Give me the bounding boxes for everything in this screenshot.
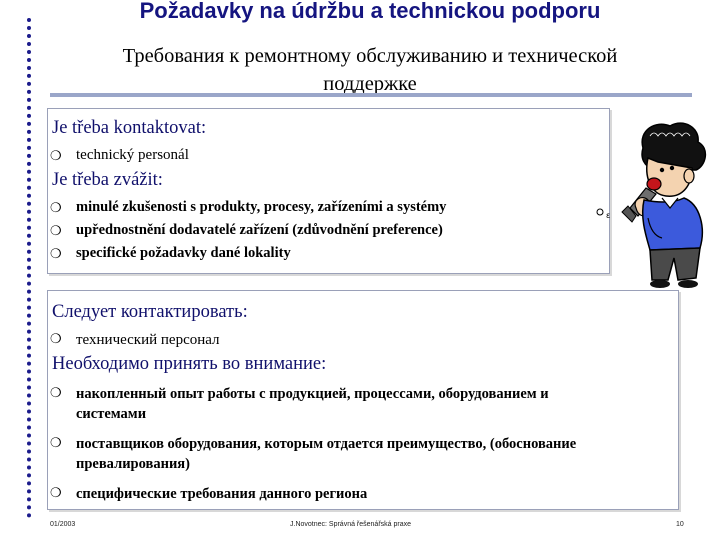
- left-decorative-rule: [27, 18, 31, 518]
- bullet-circle-icon: ❍: [50, 386, 62, 401]
- czech-consider-item: minulé zkušenosti s produkty, procesy, zařízeními a systémy: [76, 199, 447, 215]
- title-underline: [50, 93, 692, 97]
- svg-text:ε: ε: [606, 211, 611, 220]
- list-item: [50, 434, 680, 474]
- czech-contact-heading: Je třeba kontaktovat:: [52, 118, 207, 138]
- bullet-circle-icon: ❍: [50, 332, 62, 347]
- bullet-circle-icon: ❍: [50, 247, 62, 262]
- czech-contact-item: technický personál: [76, 147, 189, 163]
- list-item: [50, 245, 291, 262]
- cartoon-man-with-phone-icon: [588, 118, 718, 293]
- bullet-circle-icon: ❍: [50, 201, 62, 216]
- footer-page-number: 10: [676, 521, 684, 528]
- russian-consider-item: накопленный опыт работы с продукцией, процессами, оборудованием и системами: [76, 386, 549, 422]
- footer-author: J.Novotnec: Správná řešenářská praxe: [290, 521, 412, 528]
- slide-title-czech: Požadavky na údržbu a technickou podporu: [139, 0, 601, 23]
- bullet-circle-icon: ❍: [50, 149, 62, 164]
- czech-consider-item: upřednostnění dodavatelé zařízení (zdůvodnění preference): [76, 222, 443, 238]
- list-item: [50, 330, 220, 350]
- bullet-circle-icon: ❍: [50, 436, 62, 451]
- russian-contact-heading: Следует контактировать:: [52, 302, 248, 322]
- footer-date: 01/2003: [50, 521, 76, 528]
- list-item: [50, 384, 650, 424]
- slide-title-russian-line2: поддержке: [323, 73, 417, 95]
- russian-contact-item: технический персонал: [76, 332, 220, 348]
- czech-consider-item: specifické požadavky dané lokality: [76, 245, 291, 261]
- list-item: [50, 147, 189, 164]
- russian-consider-heading: Необходимо принять во внимание:: [52, 354, 327, 374]
- czech-consider-heading: Je třeba zvážit:: [52, 170, 163, 190]
- russian-consider-item: поставщиков оборудования, которым отдается преимущество, (обоснование превалирования): [76, 436, 577, 472]
- bullet-circle-icon: ❍: [50, 486, 62, 501]
- list-item: [50, 199, 446, 216]
- slide-title-russian-line1: Требования к ремонтному обслуживанию и технической: [122, 45, 618, 67]
- list-item: [50, 222, 443, 239]
- list-item: [50, 484, 367, 504]
- bullet-circle-icon: ❍: [50, 224, 62, 239]
- russian-consider-item: специфические требования данного региона: [76, 486, 368, 502]
- slide-title-russian: [40, 42, 700, 98]
